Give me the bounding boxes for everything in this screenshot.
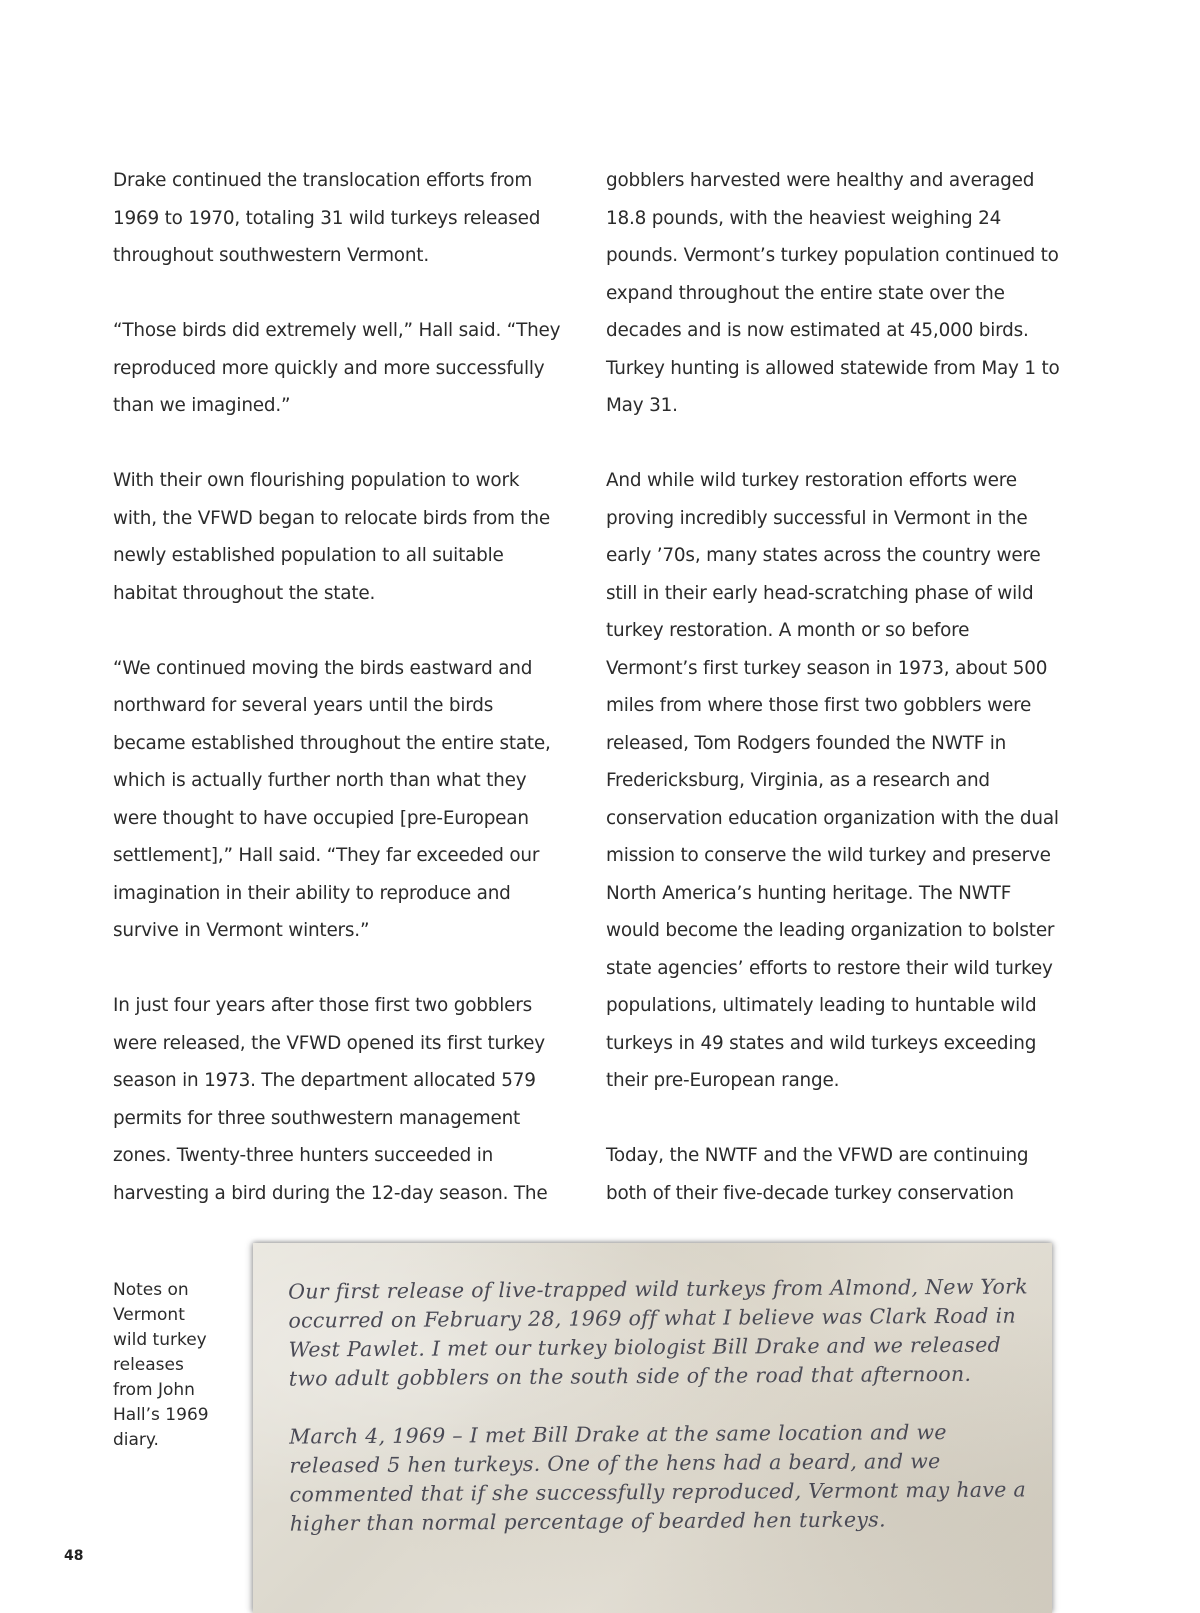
photo-caption: Notes on Vermont wild turkey releases from John Hall’s 1969 diary.	[113, 1280, 209, 1450]
article-left-column	[113, 162, 561, 1212]
paragraph: Today, the NWTF and the VFWD are continuing both of their five-decade turkey conservation	[606, 1145, 1029, 1204]
diary-image	[253, 1243, 1052, 1613]
article-right-column	[606, 162, 1061, 1212]
diary-entry: March 4, 1969 – I met Bill Drake at the same location and we released 5 hen turkeys. One of the hens had a beard, and we commented that if she successfully reproduced, Vermont may have a higher than normal percentage of bearded hen turkeys.	[289, 1419, 1027, 1536]
paragraph: In just four years after those first two gobblers were released, the VFWD opened its first turkey season in 1973. The department allocated 579 permits for three southwestern management zones. Twenty-three hunters succeeded in harvesting a bird during the 12-day season. The	[113, 995, 548, 1204]
diary-entry: Our first release of live-trapped wild turkeys from Almond, New York occurred on February 28, 1969 off what I believe was Clark Road in West Pawlet. I met our turkey biologist Bill Drake and we released two adult gobblers on the south side of the road that afternoon.	[288, 1274, 1029, 1391]
paragraph: “Those birds did extremely well,” Hall said. “They reproduced more quickly and more successfully than we imagined.”	[113, 320, 561, 416]
paragraph: Drake continued the translocation efforts from 1969 to 1970, totaling 31 wild turkeys released throughout southwestern Vermont.	[113, 170, 541, 266]
page-number: 48	[64, 1548, 84, 1564]
paragraph: “We continued moving the birds eastward and northward for several years until the birds became established throughout the entire state, which is actually further north than what they were thought to have occupied [pre-European settlement],” Hall said. “They far exceeded our imagination in their ability to reproduce and survive in Vermont winters.”	[113, 657, 551, 941]
paragraph: gobblers harvested were healthy and averaged 18.8 pounds, with the heaviest weighing 24 pounds. Vermont’s turkey population continued to expand throughout the entire state over the decades and is now estimated at 45,000 birds. Turkey hunting is allowed statewide from May 1 to May 31.	[606, 170, 1060, 416]
paragraph: And while wild turkey restoration efforts were proving incredibly successful in Vermont in the early ’70s, many states across the country were still in their early head-scratching phase of wild turkey restoration. A month or so before Vermont’s first turkey season in 1973, about 500 miles from where those first two gobblers were released, Tom Rodgers founded the NWTF in Fredericksburg, Virginia, as a research and conservation education organization with the dual mission to conserve the wild turkey and preserve North America’s hunting heritage. The NWTF would become the leading organization to bolster state agencies’ efforts to restore their wild turkey populations, ultimately leading to huntable wild turkeys in 49 states and wild turkeys exceeding their pre-European range.	[606, 470, 1059, 1091]
paragraph: With their own flourishing population to work with, the VFWD began to relocate birds from the newly established population to all suitable habitat throughout the state.	[113, 470, 550, 604]
diary-handwriting	[288, 1272, 1030, 1538]
